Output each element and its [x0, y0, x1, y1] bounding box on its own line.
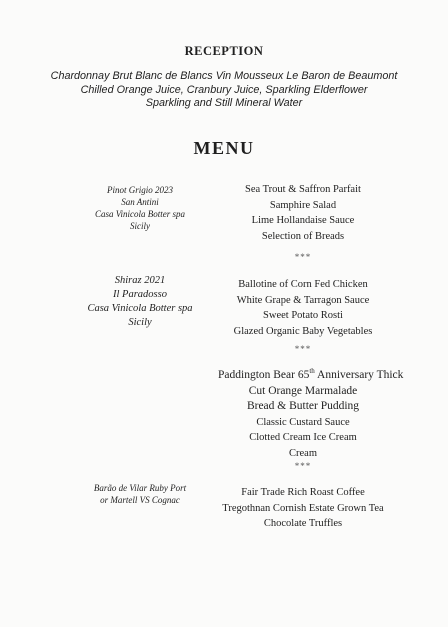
course-line: Samphire Salad: [269, 199, 337, 211]
course-line: Fair Trade Rich Roast Coffee: [241, 487, 365, 498]
reception-heading: RECEPTION: [184, 44, 264, 58]
course-line: Clotted Cream Ice Cream: [249, 432, 357, 443]
wine-line: San Antini: [121, 197, 159, 207]
wine-line: Il Paradosso: [113, 289, 167, 300]
course-line: Ballotine of Corn Fed Chicken: [238, 279, 368, 290]
course-line: Sea Trout & Saffron Parfait: [245, 184, 361, 195]
wine-line: or Martell VS Cognac: [100, 495, 180, 505]
reception-line: Sparkling and Still Mineral Water: [145, 97, 303, 109]
course-4: [218, 485, 388, 532]
menu-heading: MENU: [193, 138, 255, 158]
wine-pairing-2: [70, 274, 210, 330]
wine-line: Shiraz 2021: [114, 275, 166, 286]
course-line: Selection of Breads: [261, 230, 345, 242]
wine-line: Sicily: [128, 317, 152, 328]
course-separator: ***: [294, 461, 312, 471]
wine-line: Casa Vinicola Botter spa: [87, 303, 193, 314]
reception-drinks: [0, 70, 448, 111]
course-1: [218, 182, 388, 244]
wine-line: Casa Vinicola Botter spa: [94, 209, 186, 219]
course-line: Lime Hollandaise Sauce: [251, 215, 355, 226]
wine-line: Sicily: [130, 221, 150, 231]
course-line: Paddington Bear 65th Anniversary Thick: [218, 367, 404, 381]
wine-line: Pinot Grigio 2023: [106, 185, 173, 195]
reception-line: Chilled Orange Juice, Cranbury Juice, Sparkling Elderflower: [80, 83, 368, 96]
wine-pairing-3: [70, 482, 210, 506]
course-2: [218, 277, 388, 339]
course-separator: ***: [294, 252, 312, 262]
course-line: Cut Orange Marmalade: [248, 384, 358, 397]
course-line: Classic Custard Sauce: [256, 416, 350, 428]
course-line: Cream: [289, 447, 317, 459]
course-line: Sweet Potato Rosti: [263, 310, 343, 321]
wine-pairing-1: [70, 184, 210, 232]
course-line: Bread & Butter Pudding: [246, 400, 360, 412]
wine-line: Barão de Vilar Ruby Port: [93, 483, 187, 493]
course-line: Chocolate Truffles: [263, 518, 343, 529]
course-line: White Grape & Tarragon Sauce: [236, 294, 370, 306]
course-line: Glazed Organic Baby Vegetables: [233, 325, 373, 337]
course-line: Tregothnan Cornish Estate Grown Tea: [222, 502, 384, 514]
reception-line: Chardonnay Brut Blanc de Blancs Vin Mousseux Le Baron de Beaumont: [50, 70, 398, 82]
course-separator: ***: [294, 344, 312, 354]
course-3: [218, 367, 404, 461]
